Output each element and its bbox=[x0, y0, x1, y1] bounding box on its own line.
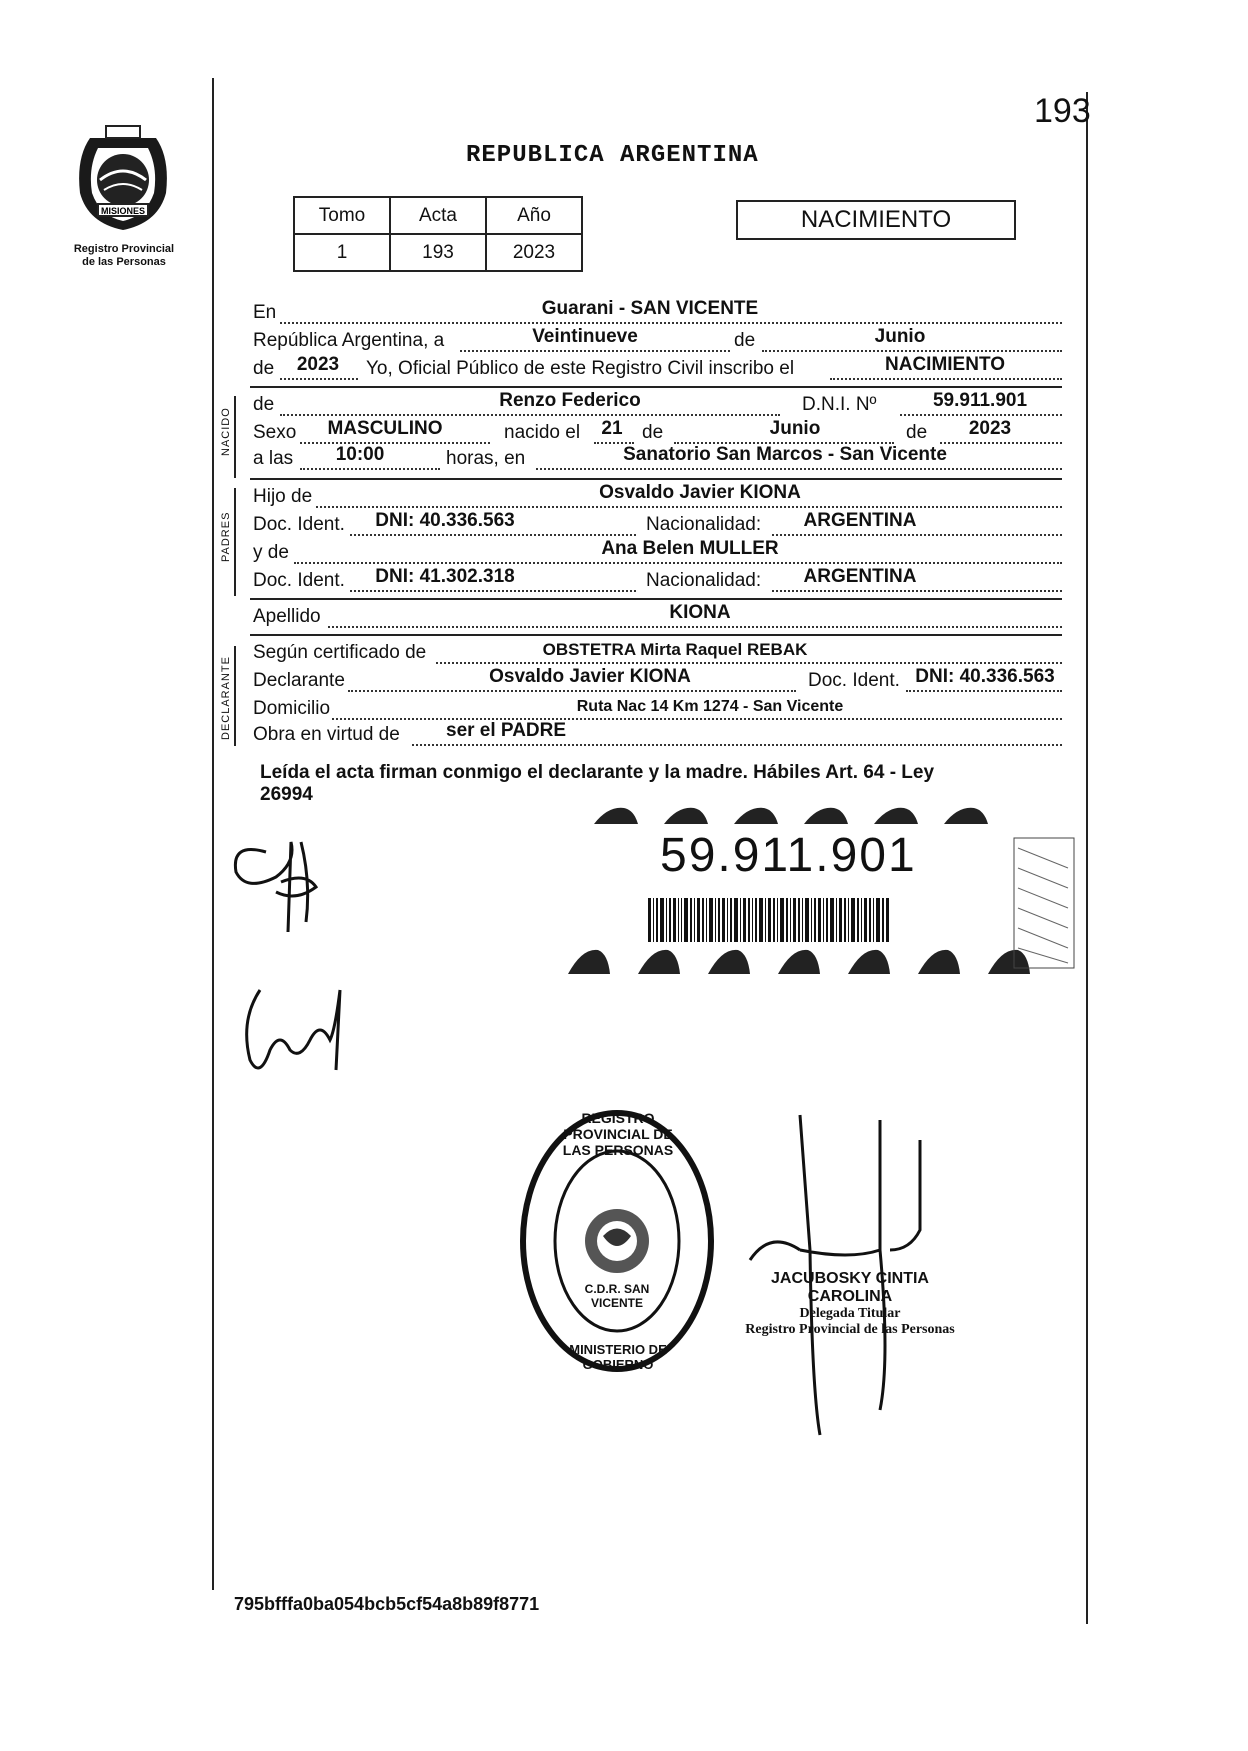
official-stamp bbox=[730, 1270, 970, 1338]
apellido-label: Apellido bbox=[253, 606, 321, 627]
dni-label: D.N.I. Nº bbox=[802, 394, 877, 415]
row-apellido bbox=[250, 604, 1070, 630]
closing-line-2: 26994 bbox=[260, 784, 313, 805]
dotted-line bbox=[772, 534, 1062, 536]
doc-ident-label: Doc. Ident. bbox=[253, 514, 345, 535]
dotted-line bbox=[332, 718, 1062, 720]
dotted-line bbox=[348, 690, 796, 692]
seal-ring-text: REGISTRO PROVINCIAL DE LAS PERSONAS bbox=[562, 1110, 674, 1158]
de-label: de bbox=[642, 422, 664, 443]
anio-value: 2023 bbox=[486, 234, 582, 271]
dotted-line bbox=[762, 350, 1062, 352]
de-label: de bbox=[906, 422, 928, 443]
sexo-label: Sexo bbox=[253, 422, 297, 443]
apellido-value: KIONA bbox=[669, 602, 731, 623]
dotted-line bbox=[412, 744, 1062, 746]
dotted-line bbox=[436, 662, 1062, 664]
padres-bar bbox=[234, 488, 236, 596]
right-margin-rule bbox=[1086, 92, 1088, 1624]
tomo-header: Tomo bbox=[294, 197, 390, 234]
declarante-doc-value: DNI: 40.336.563 bbox=[915, 666, 1055, 687]
nacionalidad-label: Nacionalidad: bbox=[646, 514, 762, 535]
row-en bbox=[250, 300, 1070, 326]
hora-value: 10:00 bbox=[335, 444, 385, 465]
dotted-line bbox=[280, 414, 780, 416]
closing-line-1: Leída el acta firman conmigo el declarante y la madre. Hábiles Art. 64 - Ley bbox=[260, 762, 935, 783]
lugar-value: Sanatorio San Marcos - San Vicente bbox=[623, 444, 947, 465]
de-label: de bbox=[734, 330, 756, 351]
nacido-section-label: NACIDO bbox=[220, 407, 232, 456]
tipo-value: NACIMIENTO bbox=[885, 354, 1005, 375]
tomo-value: 1 bbox=[294, 234, 390, 271]
row-oficial bbox=[250, 356, 1070, 382]
declarante-label: Declarante bbox=[253, 670, 345, 691]
certificado-value: OBSTETRA Mirta Raquel REBAK bbox=[542, 640, 808, 659]
nacido-bar bbox=[234, 396, 236, 478]
en-value: Guarani - SAN VICENTE bbox=[541, 298, 759, 319]
sexo-value: MASCULINO bbox=[327, 418, 443, 439]
republica-label: República Argentina, a bbox=[253, 330, 445, 351]
section-divider bbox=[250, 634, 1062, 636]
dotted-line bbox=[300, 468, 440, 470]
row-domicilio bbox=[250, 696, 1070, 722]
dotted-line bbox=[900, 414, 1062, 416]
barcode bbox=[648, 898, 910, 942]
dotted-line bbox=[906, 690, 1062, 692]
sticker-number: 59.911.901 bbox=[660, 829, 917, 882]
dotted-line bbox=[280, 378, 358, 380]
padre-doc-value: DNI: 40.336.563 bbox=[375, 510, 515, 531]
nac-anio-value: 2023 bbox=[968, 418, 1012, 439]
madre-doc-value: DNI: 41.302.318 bbox=[375, 566, 515, 587]
official-office: Registro Provincial de las Personas bbox=[745, 1322, 955, 1337]
row-certificado bbox=[250, 640, 1070, 666]
registry-logo bbox=[68, 118, 180, 269]
logo-caption-line1: Registro Provincial bbox=[73, 243, 175, 255]
padres-section-label: PADRES bbox=[220, 511, 232, 562]
de-label: de bbox=[253, 394, 275, 415]
anio-value: 2023 bbox=[296, 354, 340, 375]
dotted-line bbox=[830, 378, 1062, 380]
row-sexo bbox=[250, 420, 1070, 446]
official-role: Delegada Titular bbox=[799, 1306, 901, 1321]
sticker-pattern-icon bbox=[568, 798, 1076, 986]
section-divider bbox=[250, 386, 1062, 388]
doc-ident-label: Doc. Ident. bbox=[253, 570, 345, 591]
de-label: de bbox=[253, 358, 275, 379]
en-label: En bbox=[253, 302, 277, 323]
domicilio-label: Domicilio bbox=[253, 698, 331, 719]
dotted-line bbox=[294, 562, 1062, 564]
dni-value: 59.911.901 bbox=[932, 390, 1028, 411]
nacido-label: nacido el bbox=[504, 422, 581, 443]
dotted-line bbox=[316, 506, 1062, 508]
dotted-line bbox=[350, 590, 636, 592]
row-hora bbox=[250, 446, 1070, 472]
declarante-section-label: DECLARANTE bbox=[220, 656, 232, 740]
reference-table bbox=[293, 196, 583, 272]
row-madre bbox=[250, 540, 1070, 566]
declarante-value: Osvaldo Javier KIONA bbox=[489, 666, 691, 687]
left-margin-rule bbox=[212, 78, 214, 1590]
dotted-line bbox=[460, 350, 730, 352]
official-seal bbox=[518, 1106, 716, 1376]
oficial-text: Yo, Oficial Público de este Registro Civil inscribo el bbox=[366, 358, 795, 379]
declarante-bar bbox=[234, 646, 236, 746]
logo-caption-line2: de las Personas bbox=[82, 256, 166, 268]
section-divider bbox=[250, 598, 1062, 600]
obra-value: ser el PADRE bbox=[446, 720, 567, 741]
horas-label: horas, en bbox=[446, 448, 526, 469]
row-nombre bbox=[250, 392, 1070, 418]
mes-value: Junio bbox=[874, 326, 926, 347]
madre-nac-value: ARGENTINA bbox=[803, 566, 917, 587]
dni-sticker bbox=[568, 798, 1076, 986]
nac-dia-value: 21 bbox=[601, 418, 623, 439]
dotted-line bbox=[350, 534, 636, 536]
official-name: JACUBOSKY CINTIA CAROLINA bbox=[771, 1270, 929, 1305]
anio-header: Año bbox=[486, 197, 582, 234]
misiones-seal-icon bbox=[68, 118, 178, 236]
seal-inner-text: C.D.R. SAN VICENTE bbox=[584, 1282, 650, 1310]
obra-label: Obra en virtud de bbox=[253, 724, 400, 745]
madre-value: Ana Belen MULLER bbox=[601, 538, 779, 559]
a-las-label: a las bbox=[253, 448, 294, 469]
section-divider bbox=[250, 478, 1062, 480]
dotted-line bbox=[280, 322, 1062, 324]
padre-nac-value: ARGENTINA bbox=[803, 510, 917, 531]
doc-ident-label: Doc. Ident. bbox=[808, 670, 900, 691]
document-hash: 795bfffa0ba054bcb5cf54a8b89f8771 bbox=[234, 1594, 540, 1614]
seal-bottom-text: MINISTERIO DE GOBIERNO bbox=[569, 1342, 667, 1372]
acta-header: Acta bbox=[390, 197, 486, 234]
nombre-value: Renzo Federico bbox=[499, 390, 641, 411]
dotted-line bbox=[328, 626, 1062, 628]
country-title: REPUBLICA ARGENTINA bbox=[466, 142, 759, 169]
hijo-label: Hijo de bbox=[253, 486, 313, 507]
dotted-line bbox=[772, 590, 1062, 592]
madre-signature bbox=[240, 960, 360, 1100]
nac-mes-value: Junio bbox=[769, 418, 821, 439]
declarante-signature bbox=[226, 822, 356, 942]
nacionalidad-label: Nacionalidad: bbox=[646, 570, 762, 591]
domicilio-value: Ruta Nac 14 Km 1274 - San Vicente bbox=[576, 698, 844, 715]
certificado-label: Según certificado de bbox=[253, 642, 427, 663]
row-declarante bbox=[250, 668, 1070, 694]
row-fecha bbox=[250, 328, 1070, 354]
page-number: 193 bbox=[1034, 92, 1091, 130]
row-madre-doc bbox=[250, 568, 1070, 594]
y-de-label: y de bbox=[253, 542, 289, 563]
row-padre bbox=[250, 484, 1070, 510]
acta-value: 193 bbox=[390, 234, 486, 271]
dia-value: Veintinueve bbox=[532, 326, 638, 347]
document-type-box: NACIMIENTO bbox=[736, 200, 1016, 240]
row-obra bbox=[250, 722, 1070, 748]
svg-text:MISIONES: MISIONES bbox=[100, 206, 146, 216]
padre-value: Osvaldo Javier KIONA bbox=[599, 482, 801, 503]
row-padre-doc bbox=[250, 512, 1070, 538]
dotted-line bbox=[536, 468, 1062, 470]
